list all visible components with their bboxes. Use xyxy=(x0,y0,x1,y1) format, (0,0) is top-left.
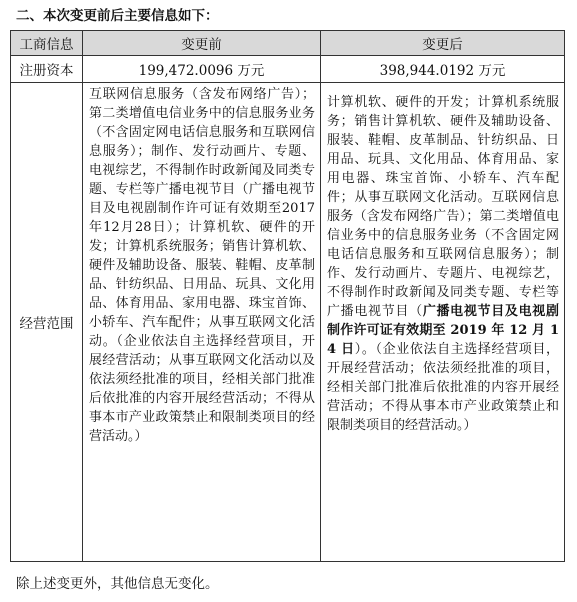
business-scope-after xyxy=(321,83,564,437)
business-scope-after-part2: ）。（企业依法自主选择经营项目，开展经营活动；依法须经批准的项目，经相关部门批准后依批准的内容开展经营活动；不得从事本市产业政策禁止和限制类项目的经营活动。） xyxy=(327,342,559,433)
business-scope-before-cell xyxy=(83,83,321,562)
header-after-change: 变更后 xyxy=(321,31,565,56)
business-scope-before: 互联网信息服务（含发布网络广告）；第二类增值电信业务中的信息服务业务（不含固定网电话信息服务和互联网信息服务）；制作、发行动画片、专题、电视综艺，不得制作时政新闻及同类专题、专栏等广播电视节目（广播电视节目及电视剧制作许可证有效期至2017年12月28日）；计算机软、硬件的开发；计算机系统服务；销售计算机软、硬件及辅助设备、服装、鞋帽、皮革制品、针纺织品、日用品、玩具、文化用品、体育用品、家用电器、珠宝首饰、小轿车、汽车配件；从事互联网文化活动。（企业依法自主选择经营项目，开展经营活动；从事互联网文化活动以及依法须经批准的项目，经相关部门批准后依批准的内容开展经营活动；不得从事本市产业政策禁止和限制类项目的经营活动。） xyxy=(89,87,315,444)
table-row-business-scope xyxy=(11,83,565,562)
section-heading: 二、本次变更前后主要信息如下： xyxy=(16,8,219,24)
table-header-row xyxy=(11,31,565,56)
registered-capital-label: 注册资本 xyxy=(11,56,83,83)
business-scope-label: 经营范围 xyxy=(11,83,83,562)
table-row-registered-capital xyxy=(11,56,565,83)
change-info-table xyxy=(10,30,565,562)
header-business-info: 工商信息 xyxy=(11,31,83,56)
footer-note: 除上述变更外，其他信息无变化。 xyxy=(16,576,219,592)
business-scope-after-license: 广播电视节目及电视剧制作许可证有效期至 2019 年 12 月 14 日 xyxy=(327,304,559,357)
registered-capital-after: 398,944.0192 万元 xyxy=(321,56,565,83)
business-scope-after-cell xyxy=(321,83,565,562)
business-scope-after-part1: 计算机软、硬件的开发；计算机系统服务；销售计算机软、硬件及辅助设备、服装、鞋帽、皮革制品、针纺织品、日用品、玩具、文化用品、体育用品、家用电器、珠宝首饰、小轿车、汽车配件；从事互联网文化活动。互联网信息服务（含发布网络广告）；第二类增值电信业务中的信息服务业务（不含固定网电话信息服务和互联网信息服务）；制作、发行动画片、专题片、电视综艺，不得制作时政新闻及同类专题、专栏等广播电视节目（ xyxy=(327,95,559,319)
header-before-change: 变更前 xyxy=(83,31,321,56)
registered-capital-before: 199,472.0096 万元 xyxy=(83,56,321,83)
